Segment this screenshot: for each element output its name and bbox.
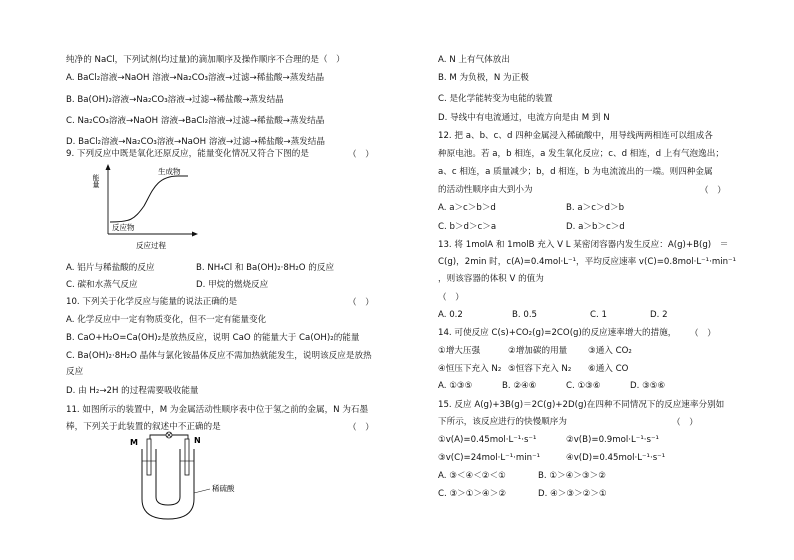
q8-option-d: D. BaCl₂溶液→Na₂CO₃溶液→NaOH 溶液→过滤→稀盐酸→蒸发结晶 (66, 137, 325, 147)
q9-answer-paren: （ ） (348, 150, 374, 160)
q13-option-c: C. 1 (590, 310, 607, 320)
q14-answer-b: B. ②④⑥ (502, 381, 537, 391)
q13-stem-1: 13. 将 1molA 和 1molB 充入 V L 某密闭容器内发生反应：A(g)+B(g) ＝ (438, 240, 729, 250)
galvanic-cell-figure (128, 433, 248, 525)
q11-stem: 11. 如图所示的装置中，M 为金属活动性顺序表中位于氢之前的金属，N 为石墨 (66, 405, 369, 415)
q14-option-6: ⑥通入 CO (588, 364, 629, 374)
q14-option-3: ③通入 CO₂ (588, 346, 632, 356)
electrode-n-label: N (194, 436, 201, 445)
q15-stem-2: 下所示，该反应进行的快慢顺序为 (438, 417, 567, 427)
q14-stem: 14. 可使反应 C(s)+CO₂(g)=2CO(g)的反应速率增大的措施， (438, 328, 677, 338)
q8-option-b: B. Ba(OH)₂溶液→Na₂CO₃溶液→过滤→稀盐酸→蒸发结晶 (66, 95, 284, 105)
q14-answer-d: D. ③⑤⑥ (630, 381, 666, 391)
q10-option-d: D. 由 H₂→2H 的过程需要吸收能量 (66, 386, 199, 396)
q9-stem: 9. 下列反应中既是氧化还原反应，能量变化情况又符合下图的是 (66, 149, 309, 159)
q9-option-a: A. 铝片与稀盐酸的反应 (66, 263, 155, 273)
q13-option-a: A. 0.2 (438, 310, 463, 320)
q10-answer-paren: （ ） (348, 298, 374, 308)
q12-option-a: A. a＞c＞b＞d (438, 203, 496, 213)
q12-answer-paren: （ ） (700, 186, 726, 196)
q11-stem-cont: 棒，下列关于此装置的叙述中不正确的是 (66, 422, 221, 432)
q9-option-c: C. 碳和水蒸气反应 (66, 280, 138, 290)
q12-option-b: B. a＞c＞d＞b (566, 203, 625, 213)
q14-answer-paren: （ ） (690, 329, 716, 339)
q14-option-4: ④恒压下充入 N₂ (438, 364, 502, 374)
q11-answer-paren: （ ） (348, 423, 374, 433)
electrode-m-label: M (130, 438, 138, 447)
q13-stem-3: ，则该容器的体积 V 的值为 (438, 274, 544, 284)
q12-stem-3: a、c 相连，a 质量减少；b，d 相连，b 为电流流出的一端。则四种金属 (438, 167, 713, 177)
q14-option-5: ⑤恒容下充入 N₂ (508, 364, 572, 374)
q12-stem-4: 的活动性顺序由大到小为 (438, 185, 533, 195)
q15-option-c: C. ③＞①＞④＞② (438, 489, 507, 499)
q15-answer-paren: （ ） (672, 418, 698, 428)
q15-rate-4: ④v(D)=0.45mol·L⁻¹·s⁻¹ (566, 453, 666, 463)
product-label: 生成物 (158, 167, 181, 176)
q10-option-c: C. Ba(OH)₂·8H₂O 晶体与氯化铵晶体反应不需加热就能发生，说明该反应是放热 (66, 351, 372, 361)
q14-answer-a: A. ①③⑤ (438, 381, 473, 391)
q10-option-b: B. CaO+H₂O=Ca(OH)₂是放热反应，说明 CaO 的能量大于 Ca(OH)₂的能量 (66, 333, 360, 343)
q15-rate-3: ③v(C)=24mol·L⁻¹·min⁻¹ (438, 453, 541, 463)
q8-option-c: C. Na₂CO₃溶液→NaOH 溶液→BaCl₂溶液→过滤→稀盐酸→蒸发结晶 (66, 116, 325, 126)
q14-answer-c: C. ①③⑥ (566, 381, 601, 391)
y-axis-label: 能量 (92, 174, 100, 188)
q13-answer-paren: （ ） (438, 293, 464, 303)
q9-option-d: D. 甲烷的燃烧反应 (196, 280, 269, 290)
q15-rate-2: ②v(B)=0.9mol·L⁻¹·s⁻¹ (566, 435, 659, 445)
q13-stem-2: C(g)，2min 时，c(A)=0.4mol·L⁻¹，平均反应速率 v(C)=0.8mol·L⁻¹·min⁻¹ (438, 257, 737, 267)
q9-option-b: B. NH₄Cl 和 Ba(OH)₂·8H₂O 的反应 (196, 263, 335, 273)
q15-rate-1: ①v(A)=0.45mol·L⁻¹·s⁻¹ (438, 435, 537, 445)
energy-diagram (94, 162, 206, 252)
q11-option-b: B. M 为负极，N 为正极 (438, 73, 529, 83)
q15-stem-1: 15. 反应 A(g)+3B(g)＝2C(g)+2D(g)在四种不同情况下的反应速率分别如 (438, 400, 725, 410)
q15-option-b: B. ①＞④＞③＞② (538, 471, 606, 481)
q14-option-2: ②增加碳的用量 (508, 346, 568, 356)
q12-option-c: C. b＞d＞c＞a (438, 222, 497, 232)
q11-option-a: A. N 上有气体放出 (438, 55, 510, 65)
q13-option-b: B. 0.5 (512, 310, 538, 320)
q15-option-d: D. ④＞③＞②＞① (538, 489, 607, 499)
q13-option-d: D. 2 (650, 310, 668, 320)
q12-stem-2: 种原电池。若 a，b 相连，a 发生氧化反应；c、d 相连，d 上有气泡逸出； (438, 149, 724, 159)
q10-option-a: A. 化学反应中一定有物质变化，但不一定有能量变化 (66, 315, 267, 325)
q12-stem-1: 12. 把 a、b、c、d 四种金属浸入稀硫酸中，用导线两两相连可以组成各 (438, 131, 713, 141)
q15-option-a: A. ③＜④＜②＜① (438, 471, 506, 481)
q11-option-d: D. 导线中有电流通过，电流方向是由 M 到 N (438, 113, 610, 123)
q11-option-c: C. 是化学能转变为电能的装置 (438, 94, 553, 104)
q8-option-a: A. BaCl₂溶液→NaOH 溶液→Na₂CO₃溶液→过滤→稀盐酸→蒸发结晶 (66, 73, 325, 83)
q14-option-1: ①增大压强 (438, 346, 481, 356)
q8-stem-cont: 纯净的 NaCl，下列试剂(均过量)的滴加顺序及操作顺序不合理的是（ ） (66, 55, 345, 65)
reactant-label: 反应物 (112, 223, 135, 232)
q10-option-c-cont: 反应 (66, 367, 84, 377)
acid-label: 稀硫酸 (212, 484, 235, 493)
q12-option-d: D. a＞b＞c＞d (566, 222, 625, 232)
x-axis-label: 反应过程 (136, 241, 166, 250)
q10-stem: 10. 下列关于化学反应与能量的说法正确的是 (66, 297, 238, 307)
